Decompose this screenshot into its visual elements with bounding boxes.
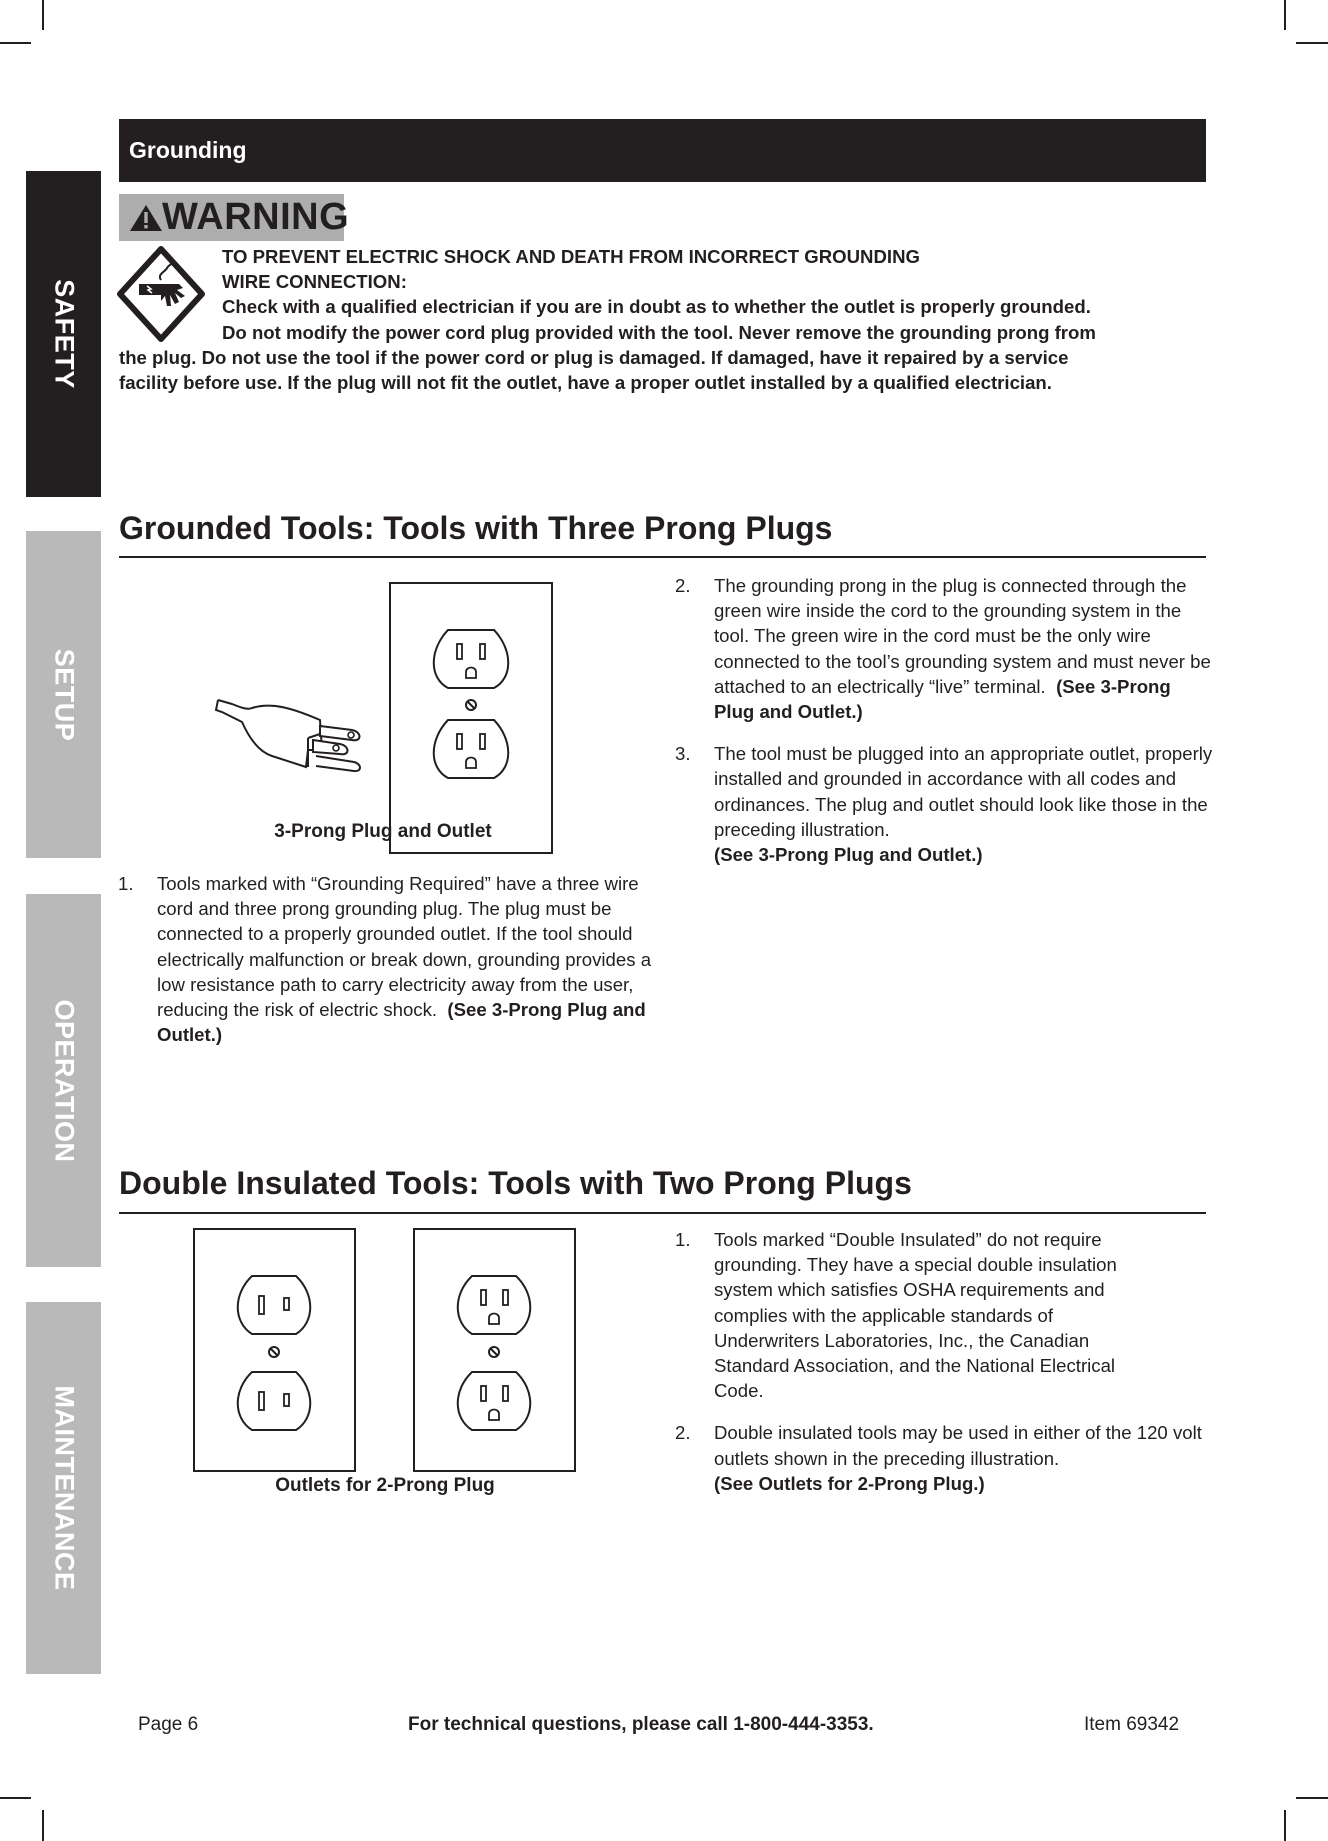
warning-line: TO PREVENT ELECTRIC SHOCK AND DEATH FROM INCORRECT GROUNDING [222, 246, 920, 267]
three-prong-plug-illustration [212, 690, 364, 772]
warning-line: facility before use. If the plug will not fit the outlet, have a proper outlet installed by a qualified electrician. [119, 372, 1052, 394]
side-tab-label: OPERATION [49, 998, 79, 1163]
two-prong-outlet-plate [193, 1228, 356, 1472]
warning-badge [119, 194, 350, 241]
grounded-list-right [675, 573, 1215, 884]
crop-mark [42, 1810, 44, 1841]
list-text: The grounding prong in the plug is connected through the green wire inside the cord to the grounding system in the tool. The green wire in the cord must be the only wire connected to the tool’s grounding system and must never be attached to an electrically “live” terminal. [714, 575, 1211, 697]
crop-mark [42, 0, 44, 30]
three-prong-outlet-icon [415, 1230, 574, 1470]
list-number: 2. [675, 1422, 691, 1444]
side-tab-maintenance[interactable] [26, 1302, 101, 1674]
list-item [118, 871, 658, 1047]
figure-caption-3-prong: 3-Prong Plug and Outlet [274, 821, 492, 842]
list-item [675, 1227, 1134, 1403]
side-tab-setup[interactable] [26, 531, 101, 858]
crop-mark [0, 42, 31, 44]
list-number: 1. [675, 1229, 691, 1250]
heading-rule [119, 1212, 1206, 1214]
list-number: 2. [675, 575, 691, 596]
crop-mark [1296, 42, 1328, 44]
crop-mark [1296, 1797, 1328, 1799]
side-tab-safety[interactable] [26, 171, 101, 497]
section-title: Grounding [129, 137, 247, 163]
list-number: 1. [118, 873, 134, 894]
list-item [675, 573, 1215, 724]
warning-line: Do not modify the power cord plug provided with the tool. Never remove the grounding prong from [222, 321, 1096, 343]
figure-reference: (See Outlets for 2-Prong Plug.) [714, 1472, 985, 1494]
list-text: Tools marked “Double Insulated” do not require grounding. They have a special double insulation system which satisfies OSHA requirements and complies with the applicable standards of Underwriters Laboratories, Inc., the Canadian Standard Association, and the National Electrical Code. [714, 1229, 1117, 1402]
warning-line: WIRE CONNECTION: [222, 271, 407, 293]
list-number: 3. [675, 743, 691, 765]
double-list [675, 1227, 1215, 1513]
side-tab-label: MAINTENANCE [49, 1385, 79, 1591]
list-text: Double insulated tools may be used in either of the 120 volt outlets shown in the preceding illustration. [714, 1422, 1202, 1469]
footer-support-line: For technical questions, please call 1-800-444-3353. [408, 1714, 874, 1735]
figure-reference: (See 3-Prong Plug and Outlet.) [714, 844, 983, 866]
side-tab-operation[interactable] [26, 894, 101, 1267]
crop-mark [1284, 0, 1286, 30]
list-text: The tool must be plugged into an appropriate outlet, properly installed and grounded in accordance with all codes and ordinances. The plug and outlet should look like those in the preceding illustration. [714, 743, 1213, 840]
side-tab-label: SAFETY [49, 279, 79, 389]
outlet-cover-plate [389, 582, 553, 854]
figure-caption-2-prong: Outlets for 2-Prong Plug [275, 1475, 495, 1496]
three-prong-outlet-plate [413, 1228, 576, 1472]
warning-line: Check with a qualified electrician if you are in doubt as to whether the outlet is properly grounded. [222, 296, 1091, 318]
figure-reference: (See 3-Prong Plug and Outlet.) [157, 999, 646, 1046]
list-text: Tools marked with “Grounding Required” have a three wire cord and three prong grounding plug. The plug must be connected to a properly grounded outlet. If the tool should electrically malfunction or break down, grounding provides a low resistance path to carry electricity away from the user, reducing the risk of electric shock. [157, 873, 652, 1021]
list-item [675, 741, 1215, 867]
figure-reference: (See 3-Prong Plug and Outlet.) [714, 675, 1171, 723]
warning-text [119, 244, 1209, 395]
footer-page-number: Page 6 [138, 1714, 199, 1735]
heading-rule [119, 556, 1206, 558]
double-insulated-heading: Double Insulated Tools: Tools with Two Prong Plugs [119, 1165, 912, 1201]
crop-mark [0, 1797, 31, 1799]
three-prong-outlet-icon [391, 584, 551, 852]
warning-line: the plug. Do not use the tool if the power cord or plug is damaged. If damaged, have it repaired by a service [119, 346, 1069, 368]
warning-label: WARNING [162, 196, 350, 238]
grounded-list-left [118, 871, 658, 1064]
section-header-bar [119, 119, 1206, 182]
list-item [675, 1420, 1204, 1496]
crop-mark [1284, 1810, 1286, 1841]
side-tab-label: SETUP [49, 648, 79, 741]
grounded-tools-heading: Grounded Tools: Tools with Three Prong Plugs [119, 510, 833, 546]
warning-triangle-icon [129, 204, 163, 232]
two-prong-outlet-icon [195, 1230, 354, 1470]
footer-item-number: Item 69342 [1084, 1714, 1180, 1735]
